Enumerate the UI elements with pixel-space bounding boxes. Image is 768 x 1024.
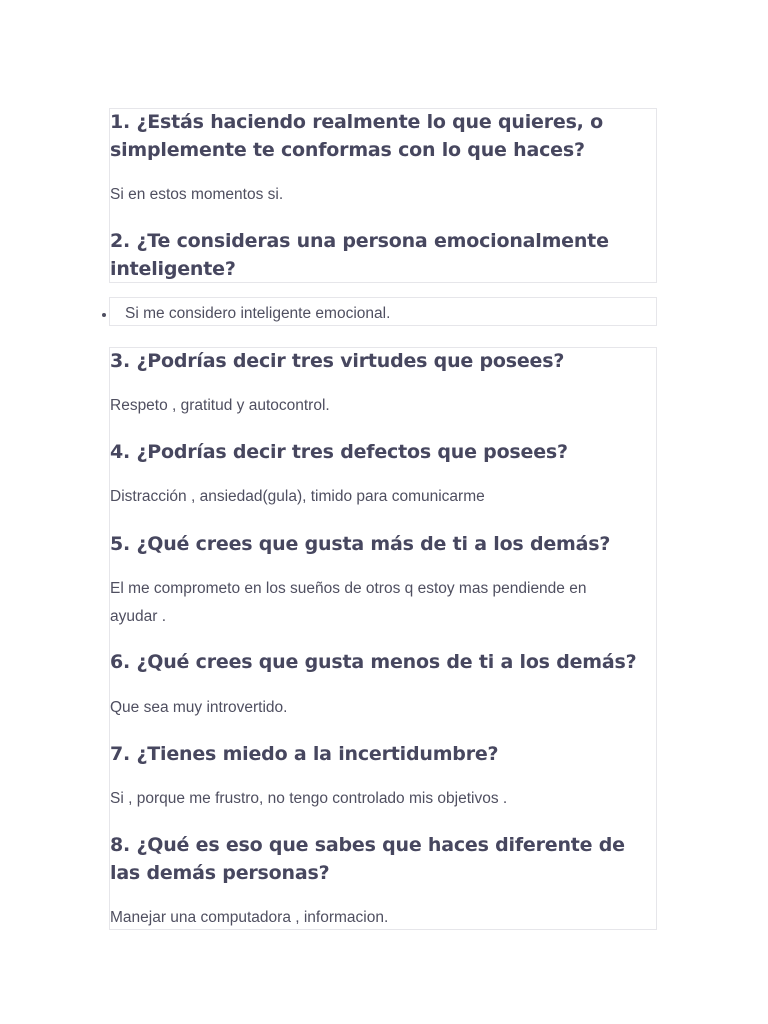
answer-1: Si en estos momentos si.	[110, 186, 284, 203]
question-6: 6. ¿Qué crees que gusta menos de ti a los demás?	[110, 651, 637, 673]
question-8: 8. ¿Qué es eso que sabes que haces diferente de las demás personas?	[110, 834, 625, 884]
answer-8: Manejar una computadora , informacion.	[110, 909, 389, 926]
question-5: 5. ¿Qué crees que gusta más de ti a los demás?	[110, 533, 611, 555]
question-1: 1. ¿Estás haciendo realmente lo que quieres, o simplemente te conformas con lo que haces?	[110, 111, 603, 161]
list-item	[100, 300, 650, 328]
answer-4: Distracción , ansiedad(gula), timido para comunicarme	[110, 488, 485, 505]
answer-7: Si , porque me frustro, no tengo controlado mis objetivos .	[110, 790, 508, 807]
answer-6: Que sea muy introvertido.	[110, 699, 288, 716]
question-7: 7. ¿Tienes miedo a la incertidumbre?	[110, 743, 499, 765]
answer-2: Si me considero inteligente emocional.	[125, 305, 391, 322]
question-3: 3. ¿Podrías decir tres virtudes que posees?	[110, 350, 565, 372]
question-2: 2. ¿Te consideras una persona emocionalmente inteligente?	[110, 230, 609, 280]
answer-5: El me comprometo en los sueños de otros q estoy mas pendiende en ayudar .	[110, 580, 587, 625]
bullet-icon	[102, 313, 106, 317]
answer-3: Respeto , gratitud y autocontrol.	[110, 397, 330, 414]
question-4: 4. ¿Podrías decir tres defectos que posees?	[110, 441, 568, 463]
